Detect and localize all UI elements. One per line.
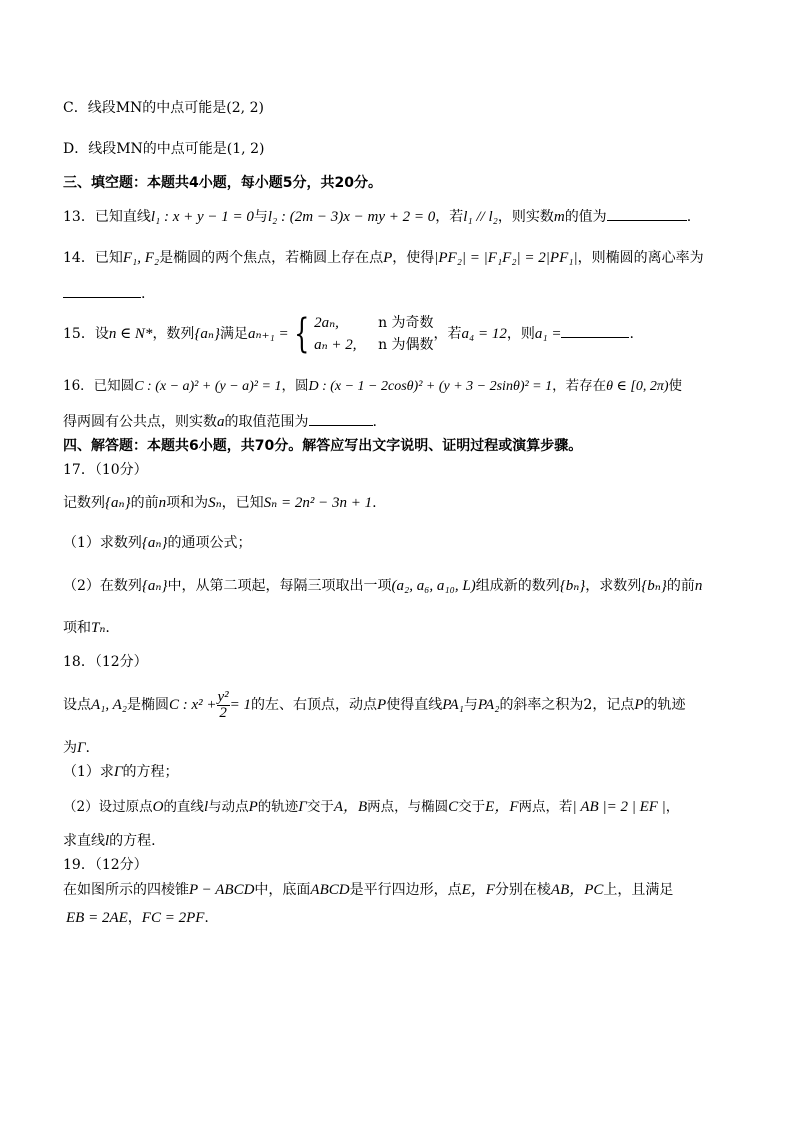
q15-text: 满足 [220,326,249,342]
q17-part2-tn: Tₙ [91,620,106,636]
q17-text: 记数列 [63,495,105,511]
question-16-line-2 [63,411,377,432]
q17-part2-bn: {bₙ} [641,578,667,594]
question-14-answer [63,283,145,304]
q18-part2-point-p: P [248,799,258,815]
q18-part2-text: 的直线 [163,799,204,815]
q14-text: 是椭圆的两个焦点，若椭圆上存在点 [159,250,384,266]
q16-text: ，圆 [281,378,309,394]
q13-text: ，则实数 [497,209,554,225]
q18-label: 18．（12分） [63,654,148,670]
q15-case1-cond: n 为奇数 [378,315,434,331]
q16-circle-c: C : (x − a)² + (y − a)² = 1 [134,379,282,394]
q19-separator: ， [127,910,142,926]
q19-text: 在如图所示的四棱锥 [63,882,189,898]
q18-line-pa2: PA₂ [477,697,500,713]
q18-frac-num: y² [217,688,229,705]
q18-ellipse-fraction [217,690,230,721]
q15-text: ，则 [506,326,535,342]
q18-part2-text: ， [665,799,680,815]
q18-gamma: Γ [77,740,86,756]
q18-part2-line-l: l [203,799,209,815]
q18-ellipse-lhs: C : x² + [168,697,217,713]
q17-var-n: n [158,495,167,511]
q16-answer-blank[interactable] [309,411,373,426]
question-16 [63,376,682,397]
q13-line-l2: l₂ : (2m − 3)x − my + 2 = 0 [267,209,436,225]
q17-part2-text: 中，从第二项起，每隔三项取出一项 [167,578,392,594]
q19-base: ABCD [310,882,350,898]
q18-part2-condition: | AB |= 2 | EF | [572,799,666,815]
q19-label: 19．（12分） [63,857,148,873]
q13-text: 13．已知直线 [63,209,151,225]
q18-text: 的轨迹 [643,697,686,713]
q18-part2-origin: O [152,799,164,815]
section-4-heading-text: 四、解答题：本题共6小题，共70分。解答应写出文字说明、证明过程或演算步骤。 [63,438,583,454]
q18-part1-gamma: Γ [113,764,123,780]
q16-theta: θ ∈ [0, 2π) [606,379,669,394]
q18-part2-gamma: Γ [298,799,307,815]
q14-point-p: P [383,250,393,266]
q15-case1-expr: 2aₙ, [314,315,339,331]
option-c [63,98,264,118]
question-18-part-1 [63,762,178,782]
q17-part1-sequence: {aₙ} [141,535,168,551]
q14-text: 14．已知 [63,250,123,266]
q15-case2-cond: n 为偶数 [378,337,434,353]
q18-part2-text: 的方程. [109,833,156,849]
question-18-label [63,652,148,672]
q16-text: 16．已知圆 [63,378,135,394]
q17-text: . [372,495,377,511]
q15-answer-blank[interactable] [561,323,629,338]
q18-text: 与 [463,697,478,713]
q19-text: 上，且满足 [603,882,674,898]
q17-part1-text: 的通项公式； [167,535,252,551]
q19-condition-1: EB = 2AE [66,910,128,926]
q19-points-ef: E，F [461,882,495,898]
question-17-label [63,460,148,480]
q17-part2-text: 的前 [666,578,695,594]
q17-sequence: {aₙ} [105,495,131,511]
q14-condition: |PF₂| = |F₁F₂| = 2|PF₁| [434,250,578,266]
q18-text: 是椭圆 [126,697,169,713]
q17-text: 项和为 [166,495,209,511]
q18-point-p: P [634,697,644,713]
q15-cases [314,312,433,356]
q18-part2-text: 交于 [306,799,334,815]
question-17-part-2 [63,576,702,596]
option-d-text: D．线段MN的中点可能是(1, 2) [63,141,265,157]
q18-part2-text: 两点，若 [518,799,573,815]
q14-answer-blank[interactable] [63,283,141,298]
q19-text: 分别在棱 [494,882,551,898]
question-19-stem [63,880,673,900]
q15-lhs: aₙ₊₁ = [248,326,289,342]
q17-text: ，已知 [221,495,264,511]
q17-label: 17．（10分） [63,462,148,478]
q19-text: 是平行四边形，点 [349,882,462,898]
q16-var-a: a [217,414,225,430]
q16-text: 的取值范围为 [224,414,309,430]
q18-text: 设点 [63,697,91,713]
q15-end: . [629,326,634,342]
q18-frac-den: 2 [219,704,227,721]
q18-part2-points-ab: A，B [333,799,368,815]
question-18-stem-line-2 [63,738,90,758]
q18-text: 为 [63,740,77,756]
q13-text: ，若 [435,209,464,225]
q13-line-l1: l₁ : x + y − 1 = 0 [150,209,254,225]
question-18-part-2 [63,797,679,817]
q18-points: A₁, A₂ [91,697,127,713]
question-19-label [63,855,148,875]
q17-part2-bn: {bₙ} [559,578,586,594]
q18-part2-text: （2）设过原点 [63,799,153,815]
option-c-text: C．线段MN的中点可能是(2, 2) [63,100,264,116]
q18-line-pa1: PA₁ [442,697,464,713]
q16-text: ，若存在 [552,378,607,394]
q18-text: 的左、右顶点，动点 [251,697,378,713]
q19-edges: AB，PC [550,882,604,898]
q15-brace: { [293,311,309,357]
q18-text: 使得直线 [386,697,443,713]
option-d [63,139,264,159]
question-17-part-2-line-2 [63,618,110,638]
q14-text: ，使得 [392,250,435,266]
q17-part2-terms: (a₂, a₆, a₁₀, L) [391,578,476,594]
q18-part2-text: 两点，与椭圆 [367,799,449,815]
q13-var-m: m [553,209,565,225]
q19-condition-2: FC = 2PF [141,910,205,926]
q14-text: ，则椭圆的离心率为 [577,250,704,266]
q15-ask: a₁ = [534,326,562,342]
q14-end: . [141,286,146,302]
q13-parallel: l₁ // l₂ [463,209,498,225]
question-14 [63,248,704,268]
q17-part2-var-n: n [694,578,703,594]
q16-circle-d: D : (x − 1 − 2cosθ)² + (y + 3 − 2sinθ)² = 1 [308,379,553,394]
q17-part2-text: ，求数列 [585,578,642,594]
q14-foci: F₁, F₂ [122,250,160,266]
q19-pyramid: P − ABCD [189,882,255,898]
question-18-stem [63,686,686,724]
q19-end: . [204,910,209,926]
q18-part2-points-ef: E，F [485,799,519,815]
question-17-stem [63,493,377,513]
q18-part2-text: 求直线 [63,833,105,849]
q13-end: . [686,209,692,225]
q17-part2-text: （2）在数列 [63,578,142,594]
q15-nset: n ∈ N* [108,326,153,342]
q18-part2-text: 交于 [458,799,486,815]
q13-text: 与 [253,209,268,225]
q15-text: 15．设 [63,326,109,342]
q17-sn: Sₙ [208,495,222,511]
question-17-part-1 [63,533,252,553]
q16-text: 得两圆有公共点，则实数 [63,414,217,430]
q13-text: 的值为 [564,209,607,225]
q17-part2-text: . [105,620,110,636]
q15-given: a₄ = 12 [461,326,507,342]
q19-text: 中，底面 [254,882,311,898]
q13-answer-blank[interactable] [607,206,687,221]
q18-part2-ellipse-c: C [448,799,459,815]
q18-part2-text: 与动点 [208,799,249,815]
section-3-heading [63,173,382,193]
q15-text: ，若 [433,326,462,342]
q18-part2-line-l: l [105,833,110,849]
q18-text: 的斜率之积为2，记点 [499,697,635,713]
section-4-heading [63,436,582,456]
question-15 [63,312,634,356]
q17-text: 的前 [130,495,159,511]
q18-text: . [85,740,90,756]
section-3-heading-text: 三、填空题：本题共4小题，每小题5分，共20分。 [63,175,382,191]
q18-part2-text: 的轨迹 [257,799,299,815]
q17-part2-text: 项和 [63,620,91,636]
q15-text: ，数列 [152,326,195,342]
q17-formula: Sₙ = 2n² − 3n + 1 [263,495,373,511]
q17-part2-text: 组成新的数列 [475,578,560,594]
q18-part1-text: （1）求 [63,764,114,780]
q16-text: 使 [668,378,683,394]
q18-ellipse-rhs: = 1 [229,697,252,713]
q15-sequence: {aₙ} [194,326,221,342]
question-18-part-2-line-2 [63,831,156,851]
q18-part1-text: 的方程； [122,764,179,780]
question-19-conditions [66,908,209,928]
q16-end: . [372,414,377,430]
q18-point-p: P [377,697,387,713]
question-13 [63,206,691,227]
q17-part2-sequence: {aₙ} [141,578,168,594]
q17-part1-text: （1）求数列 [63,535,142,551]
q15-case2-expr: aₙ + 2, [314,337,357,353]
